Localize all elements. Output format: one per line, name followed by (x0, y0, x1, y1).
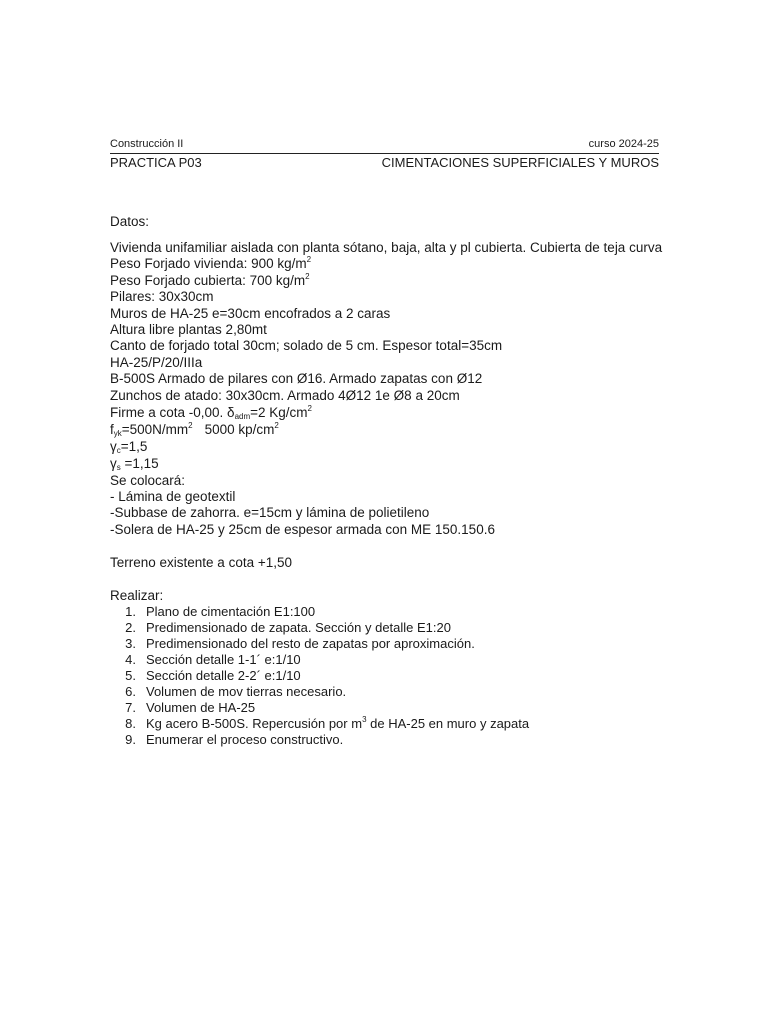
practice-topic: CIMENTACIONES SUPERFICIALES Y MUROS (381, 155, 659, 170)
list-item: 1. Plano de cimentación E1:100 (125, 604, 316, 620)
datos-muros: Muros de HA-25 e=30cm encofrados a 2 caras (110, 305, 391, 321)
datos-canto: Canto de forjado total 30cm; solado de 5 cm. Espesor total=35cm (110, 338, 503, 354)
realizar-heading: Realizar: (110, 588, 164, 604)
list-item: 9. Enumerar el proceso constructivo. (125, 732, 344, 748)
spacer (110, 571, 659, 587)
datos-heading: Datos: (110, 214, 150, 229)
header-bottom-row (110, 154, 659, 171)
datos-peso-cubierta: Peso Forjado cubierta: 700 $kg/m^2$ (110, 271, 310, 288)
datos-pilares: Pilares: 30x30cm (110, 289, 214, 305)
datos-acero: B-500S Armado de pilares con Ø16. Armado zapatas con Ø12 (110, 371, 483, 387)
datos-peso-vivienda: Peso Forjado vivienda: 900 $kg/m^2$ (110, 255, 312, 272)
list-item: 5. Sección detalle 2-2´ e:1/10 (125, 668, 301, 684)
datos-hormigon: HA-25/P/20/IIIa (110, 354, 203, 370)
terreno-cota: Terreno existente a cota +1,50 (110, 555, 292, 571)
practice-title: PRACTICA P03 (110, 155, 202, 170)
course-year: curso 2024-25 (588, 138, 659, 150)
datos-gamma-s: $\gamma_s =1,15$ (110, 456, 159, 473)
datos-list (110, 240, 663, 538)
datos-capa-geotextil: - Lámina de geotextil (110, 489, 236, 505)
datos-vivienda: Vivienda unifamiliar aislada con planta sótano, baja, alta y pl cubierta. Cubierta de teja curva (110, 240, 663, 255)
datos-altura: Altura libre plantas 2,80mt (110, 321, 267, 337)
list-item: 2. Predimensionado de zapata. Sección y detalle E1:20 (125, 620, 451, 636)
datos-zunchos: Zunchos de atado: 30x30cm. Armado 4Ø12 1e Ø8 a 20cm (110, 387, 460, 403)
datos-fyk: $f_{yk}=500N/mm^2$ 5000 $kp/cm^2$ (110, 421, 279, 439)
list-item: 7. Volumen de HA-25 (125, 700, 256, 716)
datos-gamma-c: $\gamma_c=1,5$ (110, 439, 148, 456)
datos-capa-subbase: -Subbase de zahorra. e=15cm y lámina de polietileno (110, 505, 430, 521)
list-item: 6. Volumen de mov tierras necesario. (125, 684, 347, 700)
document-page (110, 137, 663, 748)
list-item: 3. Predimensionado del resto de zapatas por aproximación. (125, 636, 475, 652)
datos-firme: Firme a cota -0,00. $\delta_{adm}=2$ $Kg/cm^2$ (110, 403, 312, 421)
spacer (110, 538, 659, 554)
realizar-list (110, 604, 659, 748)
header-top-row (110, 137, 659, 152)
list-item: 4. Sección detalle 1-1´ e:1/10 (125, 652, 301, 668)
datos-colocara: Se colocará: (110, 472, 186, 488)
datos-capa-solera: -Solera de HA-25 y 25cm de espesor armada con ME 150.150.6 (110, 521, 495, 537)
course-name: Construcción II (110, 138, 184, 150)
list-item: 8. Kg acero B-500S. Repercusión por $m^3$ de HA-25 en muro y zapata (125, 715, 530, 732)
